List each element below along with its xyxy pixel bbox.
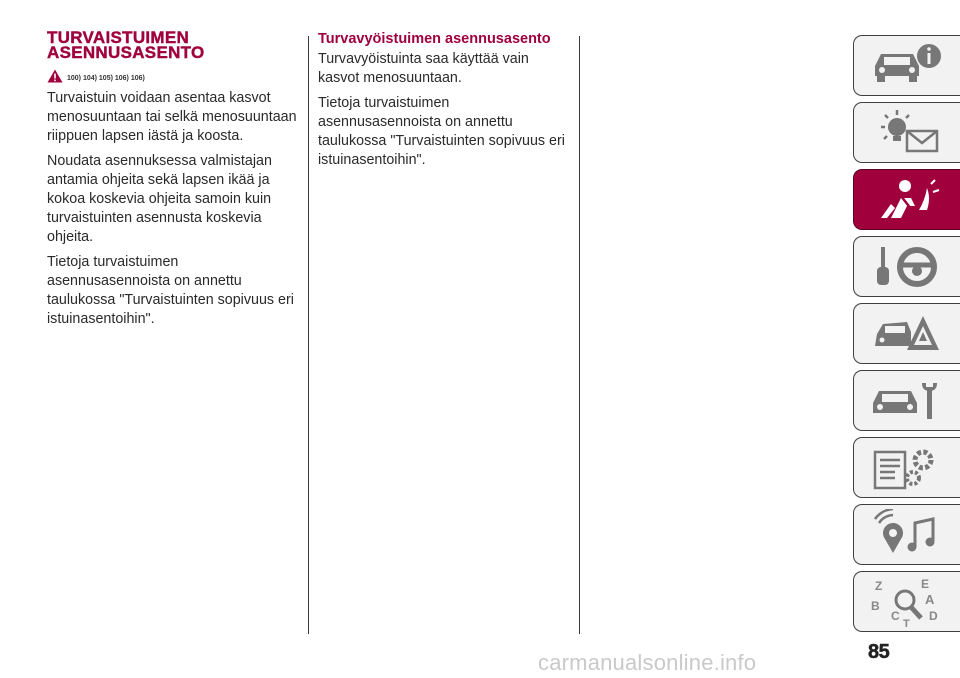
- page-number: 85: [868, 641, 890, 663]
- index-letter: E: [921, 576, 930, 591]
- tab-warning-lights[interactable]: [853, 102, 960, 163]
- index-letter: C: [891, 608, 900, 623]
- paragraph: Turvaistuin voidaan asentaa kasvot menosuuntaan tai selkä menosuuntaan riippuen lapsen iästä ja koosta.: [47, 90, 297, 144]
- column-divider: [579, 36, 580, 634]
- technical-data-gears-icon: [867, 442, 947, 494]
- index-letter: Z: [875, 578, 883, 593]
- index-letter: T: [903, 617, 910, 628]
- section-heading-line-1: TURVAISTUIMEN: [47, 28, 190, 47]
- tab-maintenance[interactable]: [853, 370, 960, 431]
- car-info-icon: [867, 40, 947, 92]
- column-divider: [308, 36, 309, 634]
- index-letter: B: [871, 598, 880, 613]
- tab-safety[interactable]: [853, 169, 960, 230]
- warning-reference-row: [47, 69, 299, 83]
- left-column: [47, 30, 299, 335]
- warning-references: 100) 104) 105) 106) 106): [67, 75, 145, 82]
- middle-column: [318, 30, 573, 176]
- paragraph: Noudata asennuksessa valmistajan antamia ohjeita sekä lapsen ikää ja kokoa koskevia ohjeita samoin kuin turvaistuinten asennusta koskevia ohjeita.: [47, 153, 272, 245]
- tab-emergency[interactable]: [853, 303, 960, 364]
- tab-index[interactable]: [853, 571, 960, 632]
- section-heading: [47, 30, 299, 60]
- paragraph: Tietoja turvaistuimen asennusasennoista on annettu taulukossa "Turvaistuinten sopivuus eri istuinasentoihin".: [318, 95, 565, 168]
- safety-airbag-seatbelt-icon: [867, 174, 947, 226]
- index-search-icon: [867, 576, 947, 628]
- paragraph: Turvavyöistuinta saa käyttää vain kasvot menosuuntaan.: [318, 51, 529, 86]
- tab-starting-driving[interactable]: [853, 236, 960, 297]
- index-letter: A: [925, 591, 935, 607]
- breakdown-warning-triangle-icon: [867, 308, 947, 360]
- section-heading-line-2: ASENNUSASENTO: [47, 43, 205, 62]
- multimedia-music-icon: [867, 509, 947, 561]
- index-letter: D: [929, 608, 938, 623]
- subsection-heading: Turvavyöistuimen asennusasento: [318, 31, 551, 47]
- key-steering-wheel-icon: [867, 241, 947, 293]
- tab-car-info[interactable]: [853, 35, 960, 96]
- warning-lights-message-icon: [867, 107, 947, 159]
- tab-technical-data[interactable]: [853, 437, 960, 498]
- car-maintenance-wrench-icon: [867, 375, 947, 427]
- tab-multimedia[interactable]: [853, 504, 960, 565]
- paragraph: Tietoja turvaistuimen asennusasennoista on annettu taulukossa "Turvaistuinten sopivuus eri istuinasentoihin".: [47, 254, 294, 327]
- watermark: carmanualsonline.info: [538, 650, 757, 675]
- warning-triangle-icon: [47, 69, 63, 83]
